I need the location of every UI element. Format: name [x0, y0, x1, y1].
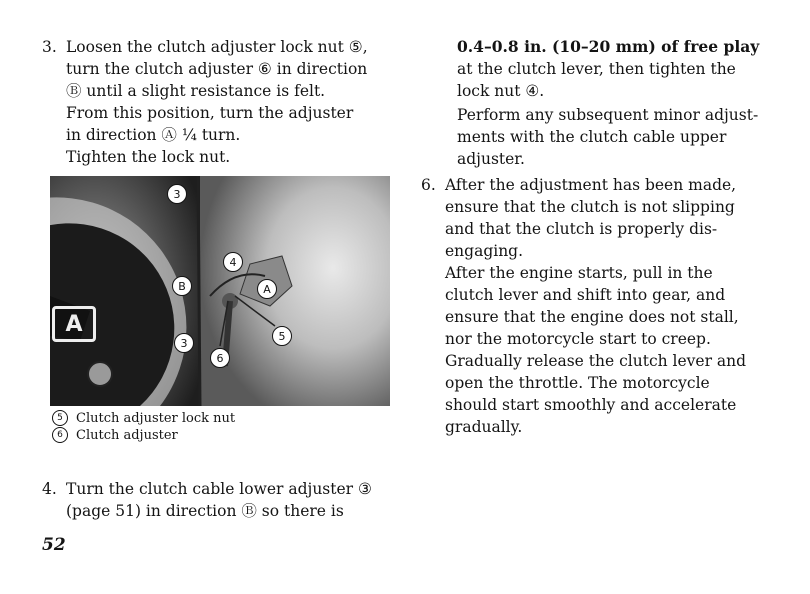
text-line: engaging. — [445, 242, 524, 260]
text-line: After the adjustment has been made, — [445, 176, 737, 194]
text-line: Perform any subsequent minor adjust- — [457, 106, 759, 124]
text-line: lock nut ④. — [457, 82, 545, 100]
text-line: open the throttle. The motorcycle — [445, 374, 710, 392]
text-line: gradually. — [445, 418, 523, 436]
photo-caption — [52, 410, 382, 444]
text-line: Ⓑ until a slight resistance is felt. — [66, 82, 326, 100]
step-3 — [42, 36, 392, 168]
text-line: (page 51) in direction Ⓑ so there is — [66, 502, 344, 520]
photo-illustration — [50, 176, 390, 406]
right-column — [421, 36, 763, 438]
text-line: From this position, turn the adjuster — [66, 104, 354, 122]
text-line: turn the clutch adjuster ⑥ in direction — [66, 60, 368, 78]
text-line: 0.4–0.8 in. (10–20 mm) of free play — [457, 37, 760, 56]
text-line: in direction Ⓐ ¼ turn. — [66, 126, 241, 144]
text-line: ensure that the clutch is not slipping — [445, 198, 735, 216]
brand-logo-fragment: A — [52, 306, 96, 342]
caption-item — [52, 427, 382, 444]
text-line: Loosen the clutch adjuster lock nut ⑤, — [66, 38, 368, 56]
step-number: 6. — [421, 176, 436, 194]
step-4-continuation — [433, 36, 763, 102]
caption-item — [52, 410, 382, 427]
text-line: and that the clutch is properly dis- — [445, 220, 718, 238]
text-line: clutch lever and shift into gear, and — [445, 286, 726, 304]
caption-text: Clutch adjuster lock nut — [76, 411, 236, 426]
text-line: adjuster. — [457, 150, 525, 168]
step-3-text — [66, 36, 392, 168]
text-line: ments with the clutch cable upper — [457, 128, 727, 146]
step-4 — [42, 478, 392, 522]
label-b-upper: B — [172, 276, 192, 296]
caption-text: Clutch adjuster — [76, 428, 178, 443]
step-number: 4. — [42, 480, 57, 498]
text-line: Turn the clutch cable lower adjuster ③ — [66, 480, 372, 498]
label-3-top: 3 — [167, 184, 187, 204]
step-number: 3. — [42, 38, 57, 56]
text-line: Gradually release the clutch lever and — [445, 352, 747, 370]
label-6: 6 — [210, 348, 230, 368]
caption-marker: 6 — [52, 427, 68, 443]
step-6 — [421, 174, 763, 438]
clutch-adjuster-photo — [50, 176, 390, 406]
text-line: nor the motorcycle start to creep. — [445, 330, 711, 348]
page-number: 52 — [42, 535, 66, 555]
text-line: Tighten the lock nut. — [66, 148, 231, 166]
adjustment-note — [433, 104, 763, 170]
text-line: at the clutch lever, then tighten the — [457, 60, 736, 78]
text-line: ensure that the engine does not stall, — [445, 308, 739, 326]
caption-marker: 5 — [52, 410, 68, 426]
text-line: After the engine starts, pull in the — [445, 264, 713, 282]
label-4: 4 — [223, 252, 243, 272]
label-5: 5 — [272, 326, 292, 346]
label-3-bottom: 3 — [174, 333, 194, 353]
text-line: should start smoothly and accelerate — [445, 396, 737, 414]
label-a: A — [257, 279, 277, 299]
